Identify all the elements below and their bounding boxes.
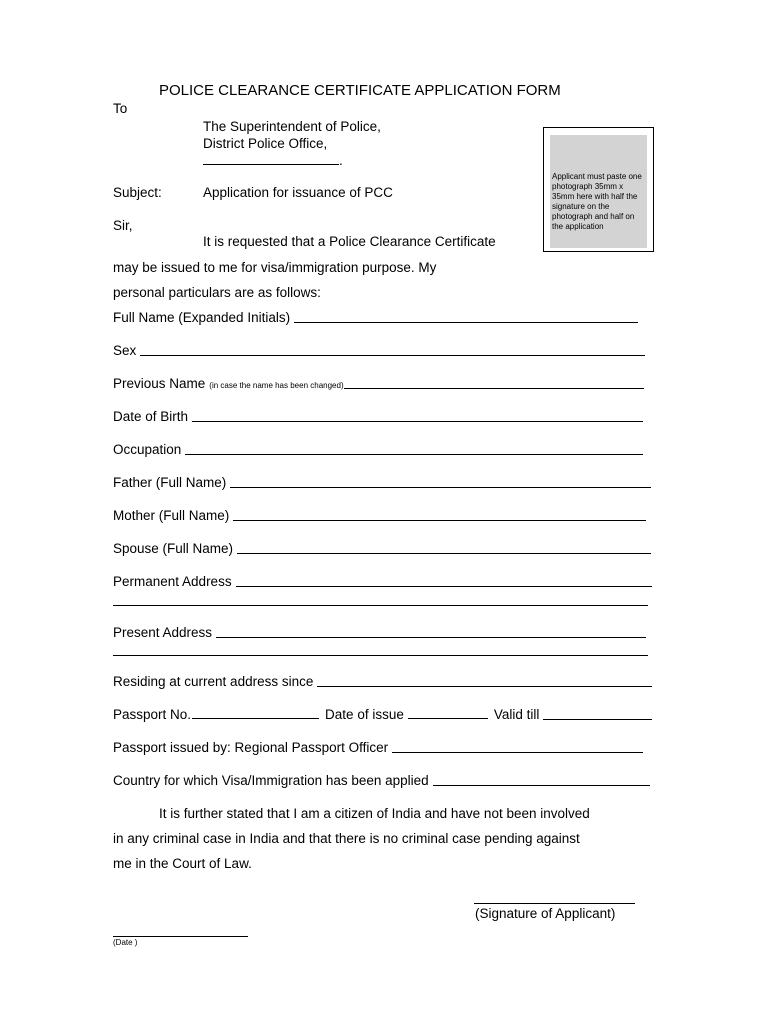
date-of-issue-blank[interactable] [408,717,488,719]
present-address-field [113,626,646,640]
full-name-field [113,311,638,325]
sex-label: Sex [113,343,137,358]
previous-name-field [113,377,644,391]
permanent-address-blank-line2[interactable] [113,605,648,606]
country-field [113,774,650,788]
spouse-field [113,542,651,556]
passport-issued-by-field [113,741,643,755]
passport-issued-by-blank[interactable] [392,751,643,753]
signature-blank[interactable] [474,903,635,904]
page-title: POLICE CLEARANCE CERTIFICATE APPLICATION FORM [159,82,561,99]
addressee-line1: The Superintendent of Police, [203,119,381,134]
addressee-line3 [203,154,343,168]
present-address-blank[interactable] [216,636,646,638]
date-blank[interactable] [113,936,248,937]
signature-label: (Signature of Applicant) [475,906,616,921]
addressee-line3-period: . [339,153,343,168]
father-field [113,476,651,490]
salutation: Sir, [113,218,133,233]
permanent-address-blank[interactable] [236,585,652,587]
spouse-blank[interactable] [237,552,651,554]
photo-instruction: Applicant must paste one photograph 35mm x 35mm here with half the signature on the photograph and half on the application [552,172,642,231]
dob-field [113,410,643,424]
declaration-line2: in any criminal case in India and that there is no criminal case pending against [113,831,580,846]
photo-paste-area [550,135,647,248]
district-blank[interactable] [203,163,339,165]
spouse-label: Spouse (Full Name) [113,541,234,556]
to-label: To [113,101,128,116]
date-of-issue-label: Date of issue [325,707,404,722]
sex-blank[interactable] [140,354,645,356]
photo-box [543,127,654,252]
residing-since-label: Residing at current address since [113,674,314,689]
passport-no-label: Passport No. [113,707,192,722]
country-blank[interactable] [433,784,650,786]
valid-till-blank[interactable] [543,718,652,720]
full-name-label: Full Name (Expanded Initials) [113,310,291,325]
date-label: (Date ) [113,938,138,947]
intro-line2: may be issued to me for visa/immigration purpose. My [113,260,437,275]
declaration-line3: me in the Court of Law. [113,856,252,871]
previous-name-label: Previous Name [113,376,206,391]
present-address-label: Present Address [113,625,213,640]
present-address-blank-line2[interactable] [113,655,648,656]
father-blank[interactable] [230,486,651,488]
residing-since-blank[interactable] [317,685,652,687]
country-label: Country for which Visa/Immigration has been applied [113,773,429,788]
previous-name-note: (in case the name has been changed) [209,381,344,390]
subject-text: Application for issuance of PCC [203,185,393,200]
passport-issued-by-label: Passport issued by: Regional Passport Officer [113,740,389,755]
passport-no-blank[interactable] [192,717,319,719]
permanent-address-label: Permanent Address [113,574,232,589]
occupation-blank[interactable] [185,453,643,455]
mother-label: Mother (Full Name) [113,508,230,523]
permanent-address-field [113,575,652,589]
valid-till-label: Valid till [493,707,540,722]
subject-label: Subject: [113,185,162,200]
passport-row [113,708,652,722]
father-label: Father (Full Name) [113,475,227,490]
occupation-field [113,443,643,457]
declaration-line1: It is further stated that I am a citizen of India and have not been involved [159,806,590,821]
intro-line1: It is requested that a Police Clearance Certificate [203,234,496,249]
mother-blank[interactable] [233,519,646,521]
dob-label: Date of Birth [113,409,189,424]
dob-blank[interactable] [192,420,643,422]
sex-field [113,344,645,358]
intro-line3: personal particulars are as follows: [113,285,321,300]
full-name-blank[interactable] [294,321,638,323]
addressee-line2: District Police Office, [203,136,328,151]
occupation-label: Occupation [113,442,182,457]
residing-since-field [113,675,652,689]
previous-name-blank[interactable] [344,387,644,389]
mother-field [113,509,646,523]
